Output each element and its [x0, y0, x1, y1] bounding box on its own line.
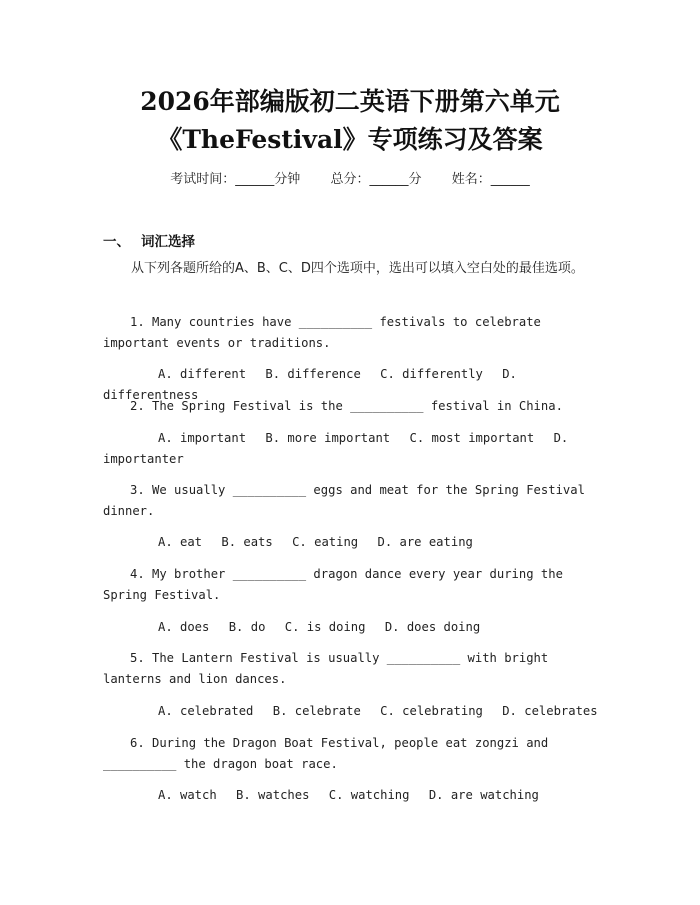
- section-title: 词汇选择: [141, 234, 195, 250]
- name-field: 姓名：______: [451, 172, 530, 187]
- option-d: D. differentness: [103, 367, 517, 402]
- option-b: B. do: [228, 620, 266, 634]
- exam-info: [0, 168, 700, 187]
- question-options: [103, 532, 613, 553]
- option-d: D. are eating: [377, 535, 473, 549]
- option-a: A. important: [158, 431, 247, 445]
- question-options: [103, 701, 613, 722]
- exam-time-field: 考试时间：______分钟: [170, 172, 301, 187]
- option-a: A. watch: [158, 788, 217, 802]
- question-stem: 5. The Lantern Festival is usually __________ with bright lanterns and lion dances.: [103, 651, 549, 686]
- option-c: C. differently: [380, 367, 483, 381]
- document-title-line1: 2026年部编版初二英语下册第六单元: [140, 87, 560, 116]
- option-a: A. celebrated: [158, 704, 254, 718]
- option-b: B. watches: [236, 788, 310, 802]
- option-a: A. does: [158, 620, 210, 634]
- question-options: [103, 617, 613, 638]
- option-c: C. celebrating: [380, 704, 483, 718]
- option-c: C. eating: [292, 535, 359, 549]
- option-b: B. celebrate: [272, 704, 361, 718]
- option-c: C. watching: [328, 788, 410, 802]
- question-stem: 2. The Spring Festival is the __________ festival in China.: [130, 399, 563, 413]
- section-instructions: 从下列各题所给的A、B、C、D四个选项中，选出可以填入空白处的最佳选项。: [131, 261, 584, 276]
- question-stem: 3. We usually __________ eggs and meat for the Spring Festival dinner.: [103, 483, 585, 518]
- option-d: D. celebrates: [502, 704, 598, 718]
- option-b: B. eats: [221, 535, 273, 549]
- option-d: D. does doing: [384, 620, 481, 634]
- option-d: D. importanter: [103, 431, 569, 466]
- option-b: B. difference: [265, 367, 361, 381]
- question-stem: 6. During the Dragon Boat Festival, people eat zongzi and __________ the dragon boat race.: [103, 736, 549, 771]
- document-title-line2: 《TheFestival》专项练习及答案: [157, 125, 543, 154]
- option-c: C. is doing: [284, 620, 366, 634]
- option-a: A. different: [158, 367, 247, 381]
- total-score-field: 总分：______分: [330, 172, 422, 187]
- section-heading: [103, 230, 195, 250]
- option-c: C. most important: [409, 431, 535, 445]
- question-stem: 1. Many countries have __________ festivals to celebrate important events or traditions.: [103, 315, 541, 350]
- option-a: A. eat: [158, 535, 203, 549]
- option-d: D. are watching: [428, 788, 539, 802]
- question-options: [103, 428, 613, 470]
- section-number: 一、: [103, 234, 130, 250]
- option-b: B. more important: [265, 431, 391, 445]
- question-stem: 4. My brother __________ dragon dance every year during the Spring Festival.: [103, 567, 563, 602]
- question-options: [103, 785, 613, 806]
